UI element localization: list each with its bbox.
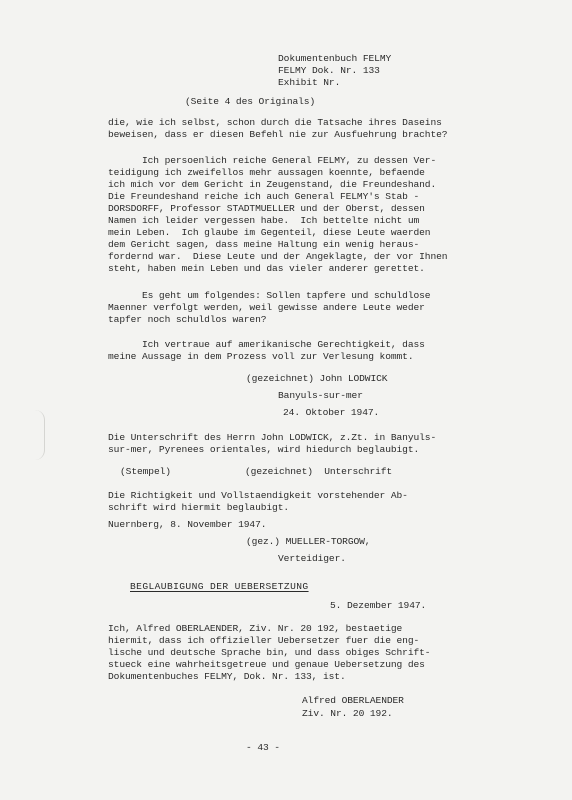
para2-line: DORSDORFF, Professor STADTMUELLER und der Oberst, dessen xyxy=(108,203,425,214)
para1-line: die, wie ich selbst, schon durch die Tatsache ihres Daseins xyxy=(108,117,442,128)
para3-line: Maenner verfolgt werden, weil gewisse andere Leute weder xyxy=(108,302,425,313)
para4-line: meine Aussage in dem Prozess voll zur Verlesung kommt. xyxy=(108,351,414,362)
header-line-3: Exhibit Nr. xyxy=(278,77,341,88)
para2-line: Ich persoenlich reiche General FELMY, zu dessen Ver- xyxy=(108,155,437,166)
translator-text-line: Dokumentenbuches FELMY, Dok. Nr. 133, ist. xyxy=(108,671,346,682)
translator-text-line: stueck eine wahrheitsgetreue und genaue Uebersetzung des xyxy=(108,659,425,670)
translator-text-line: Ich, Alfred OBERLAENDER, Ziv. Nr. 20 192, bestaetige xyxy=(108,623,403,634)
stamp-label: (Stempel) xyxy=(120,466,171,477)
para2-line: teidigung ich zweifellos mehr aussagen koennte, befaende xyxy=(108,167,425,178)
certification-line: Die Unterschrift des Herrn John LODWICK, z.Zt. in Banyuls- xyxy=(108,432,437,443)
para2-line: dem Gericht sagen, dass meine Haltung ein wenig heraus- xyxy=(108,239,420,250)
para3-line: tapfer noch schuldlos waren? xyxy=(108,314,267,325)
header-line-1: Dokumentenbuch FELMY xyxy=(278,53,392,64)
para2-line: mein Leben. Ich glaube im Gegenteil, diese Leute waerden xyxy=(108,227,431,238)
defense-role: Verteidiger. xyxy=(278,553,346,564)
translator-text-line: lische und deutsche Sprache bin, und dass obiges Schrift- xyxy=(108,647,431,658)
page-reference: (Seite 4 des Originals) xyxy=(185,96,316,107)
translator-id: Ziv. Nr. 20 192. xyxy=(302,708,393,719)
place-date: Nuernberg, 8. November 1947. xyxy=(108,519,267,530)
punch-hole-mark xyxy=(34,410,45,460)
translator-name: Alfred OBERLAENDER xyxy=(302,695,404,706)
translator-text-line: hiermit, dass ich offizieller Uebersetzer fuer die eng- xyxy=(108,635,420,646)
para2-line: steht, haben mein Leben und das vieler anderer gerettet. xyxy=(108,263,425,274)
page-number: - 43 - xyxy=(246,742,280,753)
para1-line: beweisen, dass er diesen Befehl nie zur Ausfuehrung brachte? xyxy=(108,129,448,140)
para3-line: Es geht um folgendes: Sollen tapfere und schuldlose xyxy=(108,290,431,301)
para2-line: Namen ich leider vergessen habe. Ich bettelte nicht um xyxy=(108,215,420,226)
signed-label: (gezeichnet) Unterschrift xyxy=(245,466,393,477)
signature-name: (gezeichnet) John LODWICK xyxy=(246,373,388,384)
signature-place: Banyuls-sur-mer xyxy=(278,390,363,401)
accuracy-line: Die Richtigkeit und Vollstaendigkeit vorstehender Ab- xyxy=(108,490,408,501)
translation-heading: BEGLAUBIGUNG DER UEBERSETZUNG xyxy=(130,581,309,592)
accuracy-line: schrift wird hiermit beglaubigt. xyxy=(108,502,290,513)
defense-signature: (gez.) MUELLER-TORGOW, xyxy=(246,536,371,547)
header-line-2: FELMY Dok. Nr. 133 xyxy=(278,65,380,76)
para2-line: ich mich vor dem Gericht in Zeugenstand, die Freundeshand. xyxy=(108,179,437,190)
para2-line: fordernd war. Diese Leute und der Angeklagte, der vor Ihnen xyxy=(108,251,448,262)
para2-line: Die Freundeshand reiche ich auch General FELMY's Stab - xyxy=(108,191,420,202)
signature-date: 24. Oktober 1947. xyxy=(283,407,380,418)
certification-line: sur-mer, Pyrenees orientales, wird hiedurch beglaubigt. xyxy=(108,444,420,455)
para4-line: Ich vertraue auf amerikanische Gerechtigkeit, dass xyxy=(108,339,425,350)
heading-date: 5. Dezember 1947. xyxy=(330,600,427,611)
